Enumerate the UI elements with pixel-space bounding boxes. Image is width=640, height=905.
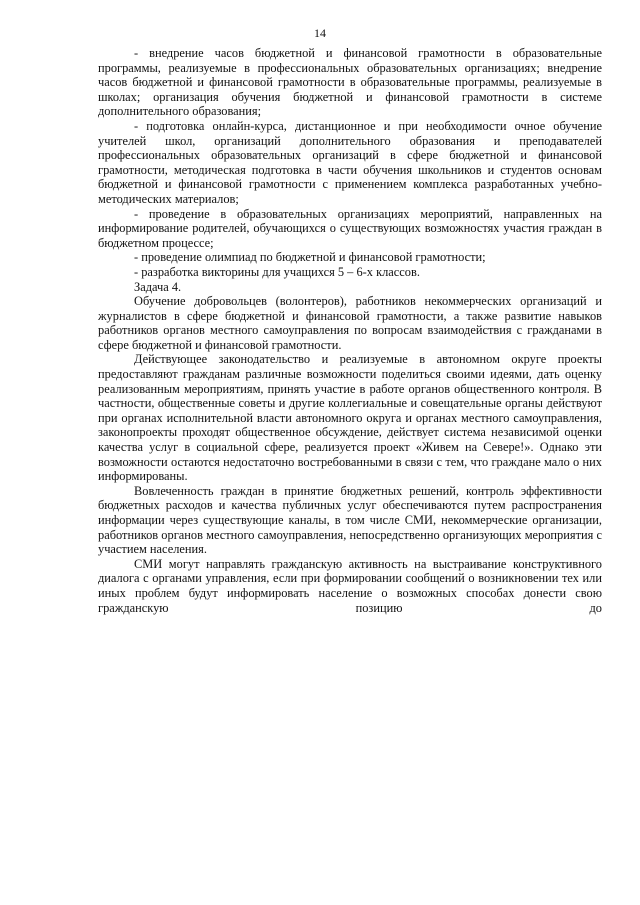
paragraph: - внедрение часов бюджетной и финансовой грамотности в образовательные программы, реализуемые в профессиональных образовательных организациях; внедрение часов бюджетной и финансовой грамотности в образовательные программы, реализуемые в школах; организация обучения бюджетной и финансовой грамотности в системе дополнительного образования; [98, 46, 602, 119]
body-text [98, 46, 602, 615]
paragraph: Действующее законодательство и реализуемые в автономном округе проекты предоставляют гражданам различные возможности поделиться своими идеями, дать оценку реализованным мероприятиям, принять участие в работе органов общественного контроля. В частности, общественные советы и другие коллегиальные и совещательные органы действуют при органах исполнительной власти автономного округа и органах местного самоуправления, законопроекты проходят общественное обсуждение, действует система независимой оценки качества услуг в социальной сфере, реализуется проект «Живем на Севере!». Однако эти возможности остаются недостаточно востребованными в связи с тем, что граждане мало о них информированы. [98, 352, 602, 484]
paragraph: СМИ могут направлять гражданскую активность на выстраивание конструктивного диалога с органами управления, если при формировании сообщений о возникновении тех или иных проблем будут информировать население о возможных способах донести свою гражданскую позицию до [98, 556, 602, 615]
page-number: 14 [314, 26, 326, 40]
paragraph: - проведение олимпиад по бюджетной и финансовой грамотности; [134, 250, 486, 265]
section-heading: Задача 4. [134, 279, 182, 294]
paragraph: Обучение добровольцев (волонтеров), работников некоммерческих организаций и журналистов в сфере бюджетной и финансовой грамотности, а также развитие навыков работников органов местного самоуправления по вопросам взаимодействия с гражданами в сфере бюджетной и финансовой грамотности. [98, 294, 602, 352]
paragraph: Вовлеченность граждан в принятие бюджетных решений, контроль эффективности бюджетных расходов и качества публичных услуг обеспечиваются путем распространения информации через существующие каналы, в том числе СМИ, некоммерческие организации, работников органов местного самоуправления, непосредственно организующих мероприятия с участием населения. [98, 483, 602, 557]
paragraph: - разработка викторины для учащихся 5 – 6-х классов. [134, 264, 420, 279]
paragraph: - подготовка онлайн-курса, дистанционное и при необходимости очное обучение учителей школ, организаций дополнительного образования и преподавателей профессиональных образовательных организаций в сфере бюджетной и финансовой грамотности, методическая подготовка в части обучения школьников и студентов основам бюджетной и финансовой грамотности с применением комплекса разработанных учебно-методических материалов; [98, 118, 602, 206]
paragraph: - проведение в образовательных организациях мероприятий, направленных на информирование родителей, обучающихся о существующих возможностях участия граждан в бюджетном процессе; [98, 206, 602, 250]
